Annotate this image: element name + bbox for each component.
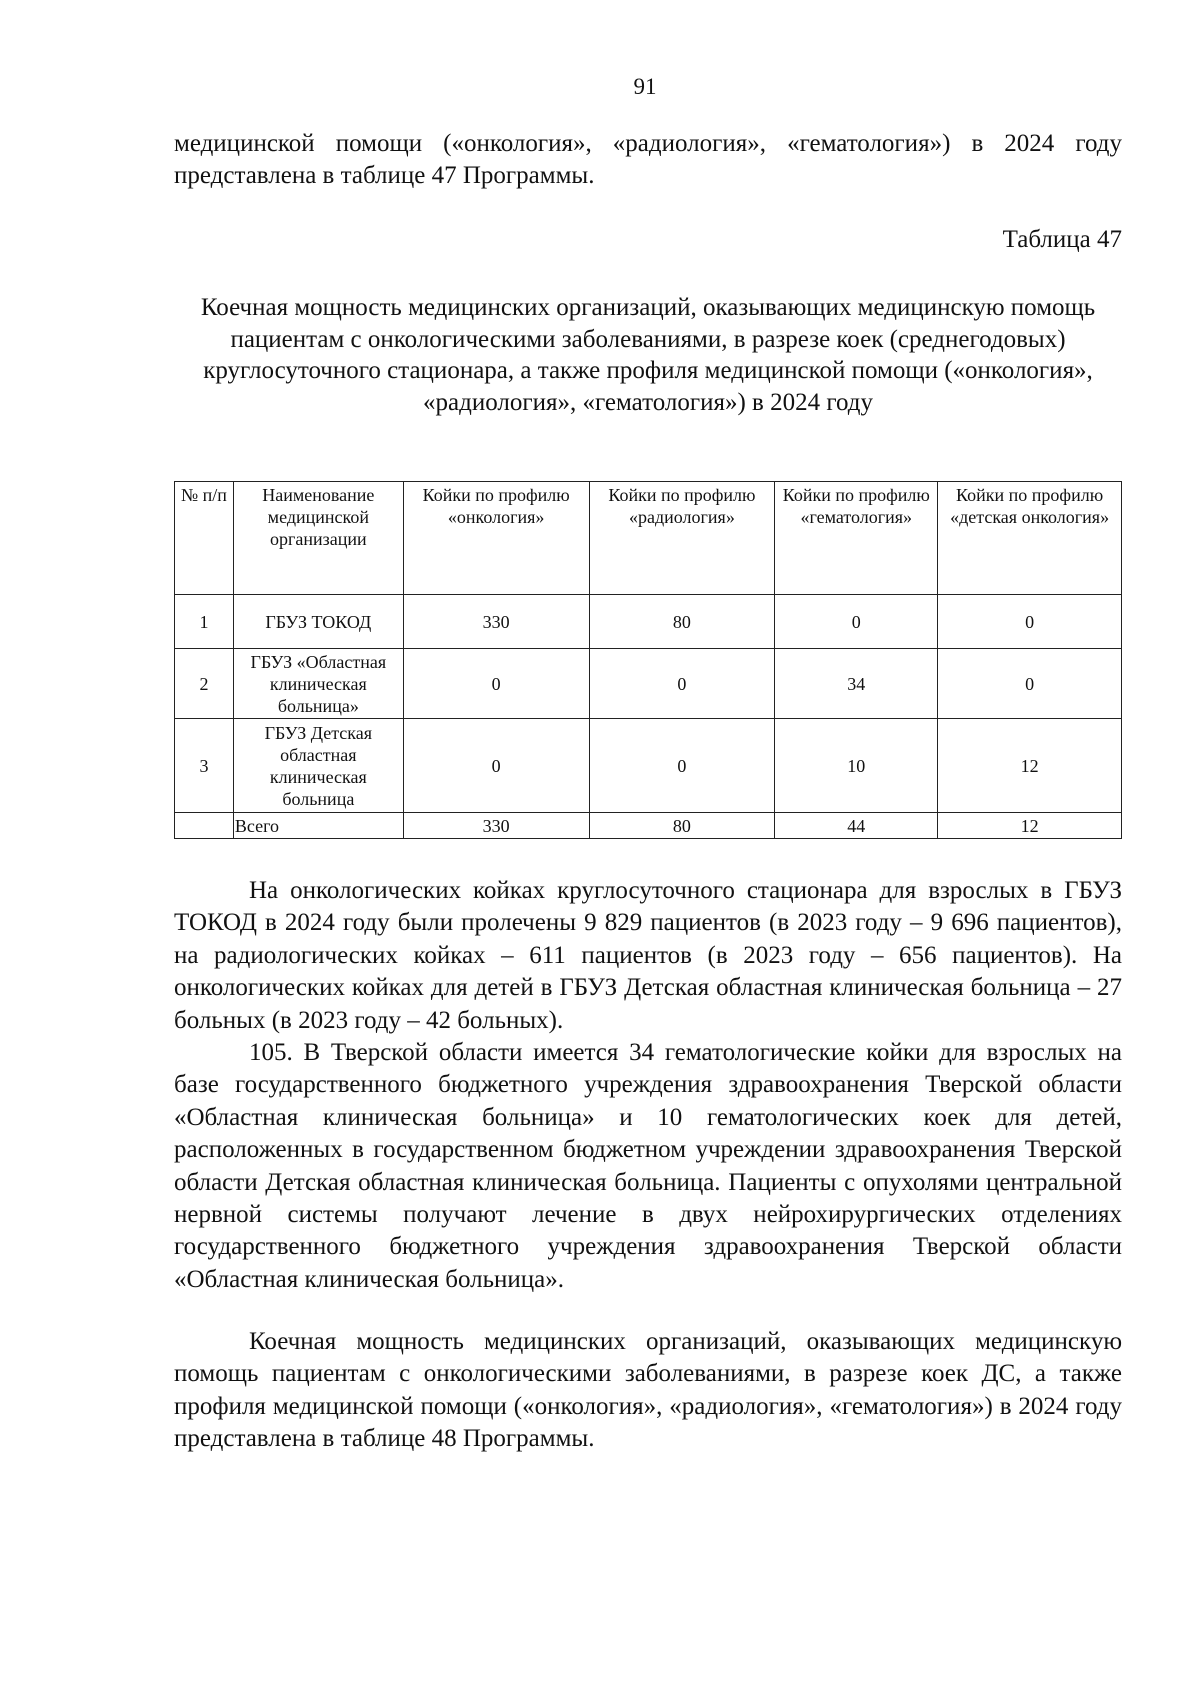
table-cell: 80 [589,595,775,649]
table-cell: 34 [775,649,938,719]
table-title: Коечная мощность медицинских организаций, оказывающих медицинскую помощь пациентам с онкологическими заболеваниями, в разрезе коек (среднегодовых) круглосуточного стационара, а также профиля медицинской помощи («онкология», «радиология», «гематология») в 2024 году [200,294,1096,416]
table-cell: 10 [775,719,938,813]
table-cell: 80 [589,813,775,839]
table-cell: 0 [938,649,1122,719]
table-total-row [175,813,1122,839]
header-cell-child-oncology: Койки по профилю «детская онкология» [938,482,1122,595]
table-cell: 12 [938,719,1122,813]
total-label: Всего [233,813,403,839]
table-cell: ГБУЗ ТОКОД [233,595,403,649]
table-cell: 2 [175,649,234,719]
table-cell: 0 [403,719,589,813]
table-cell: 330 [403,595,589,649]
table-cell: 0 [938,595,1122,649]
body-paragraph: 105. В Тверской области имеется 34 гематологические койки для взрослых на базе государственного бюджетного учреждения здравоохранения Тверской области «Областная клиническая больница» и 10 гематологических коек для детей, расположенных в государственном бюджетном учреждении здравоохранения Тверской области Детская областная клиническая больница. Пациенты с опухолями центральной нервной системы получают лечение в двух нейрохирургических отделениях государственного бюджетного учреждения здравоохранения Тверской области «Областная клиническая больница». [174,1039,1122,1293]
header-cell-number: № п/п [175,482,234,595]
table-cell: 0 [775,595,938,649]
table-cell: 0 [403,649,589,719]
header-cell-radiology: Койки по профилю «радиология» [589,482,775,595]
table-row [175,595,1122,649]
body-paragraph: Коечная мощность медицинских организаций, оказывающих медицинскую помощь пациентам с онкологическими заболеваниями, в разрезе коек ДС, а также профиля медицинской помощи («онкология», «радиология», «гематология») в 2024 году представлена в таблице 48 Программы. [174,1328,1122,1453]
page-number: 91 [633,74,657,99]
header-cell-hematology: Койки по профилю «гематология» [775,482,938,595]
table-cell: 3 [175,719,234,813]
table-row [175,719,1122,813]
table-cell: 330 [403,813,589,839]
table-cell: 44 [775,813,938,839]
table-cell: 0 [589,719,775,813]
header-cell-oncology: Койки по профилю «онкология» [403,482,589,595]
intro-paragraph: медицинской помощи («онкология», «радиология», «гематология») в 2024 году представлена в таблице 47 Программы. [174,130,1122,190]
table-cell: 0 [589,649,775,719]
body-paragraph: На онкологических койках круглосуточного стационара для взрослых в ГБУЗ ТОКОД в 2024 году были пролечены 9 829 пациентов (в 2023 году – 9 696 пациентов), на радиологических койках – 611 пациентов (в 2023 году – 656 пациентов). На онкологических койках для детей в ГБУЗ Детская областная клиническая больница – 27 больных (в 2023 году – 42 больных). [174,877,1122,1034]
header-cell-organization: Наименование медицинской организации [233,482,403,595]
table-cell [175,813,234,839]
table-cell: ГБУЗ «Областная клиническая больница» [233,649,403,719]
table-row [175,649,1122,719]
beds-table [174,481,1122,839]
table-number: Таблица 47 [1002,226,1122,253]
table-cell: 1 [175,595,234,649]
table-header-row [175,482,1122,595]
table-cell: 12 [938,813,1122,839]
table-cell: ГБУЗ Детская областная клиническая больница [233,719,403,813]
